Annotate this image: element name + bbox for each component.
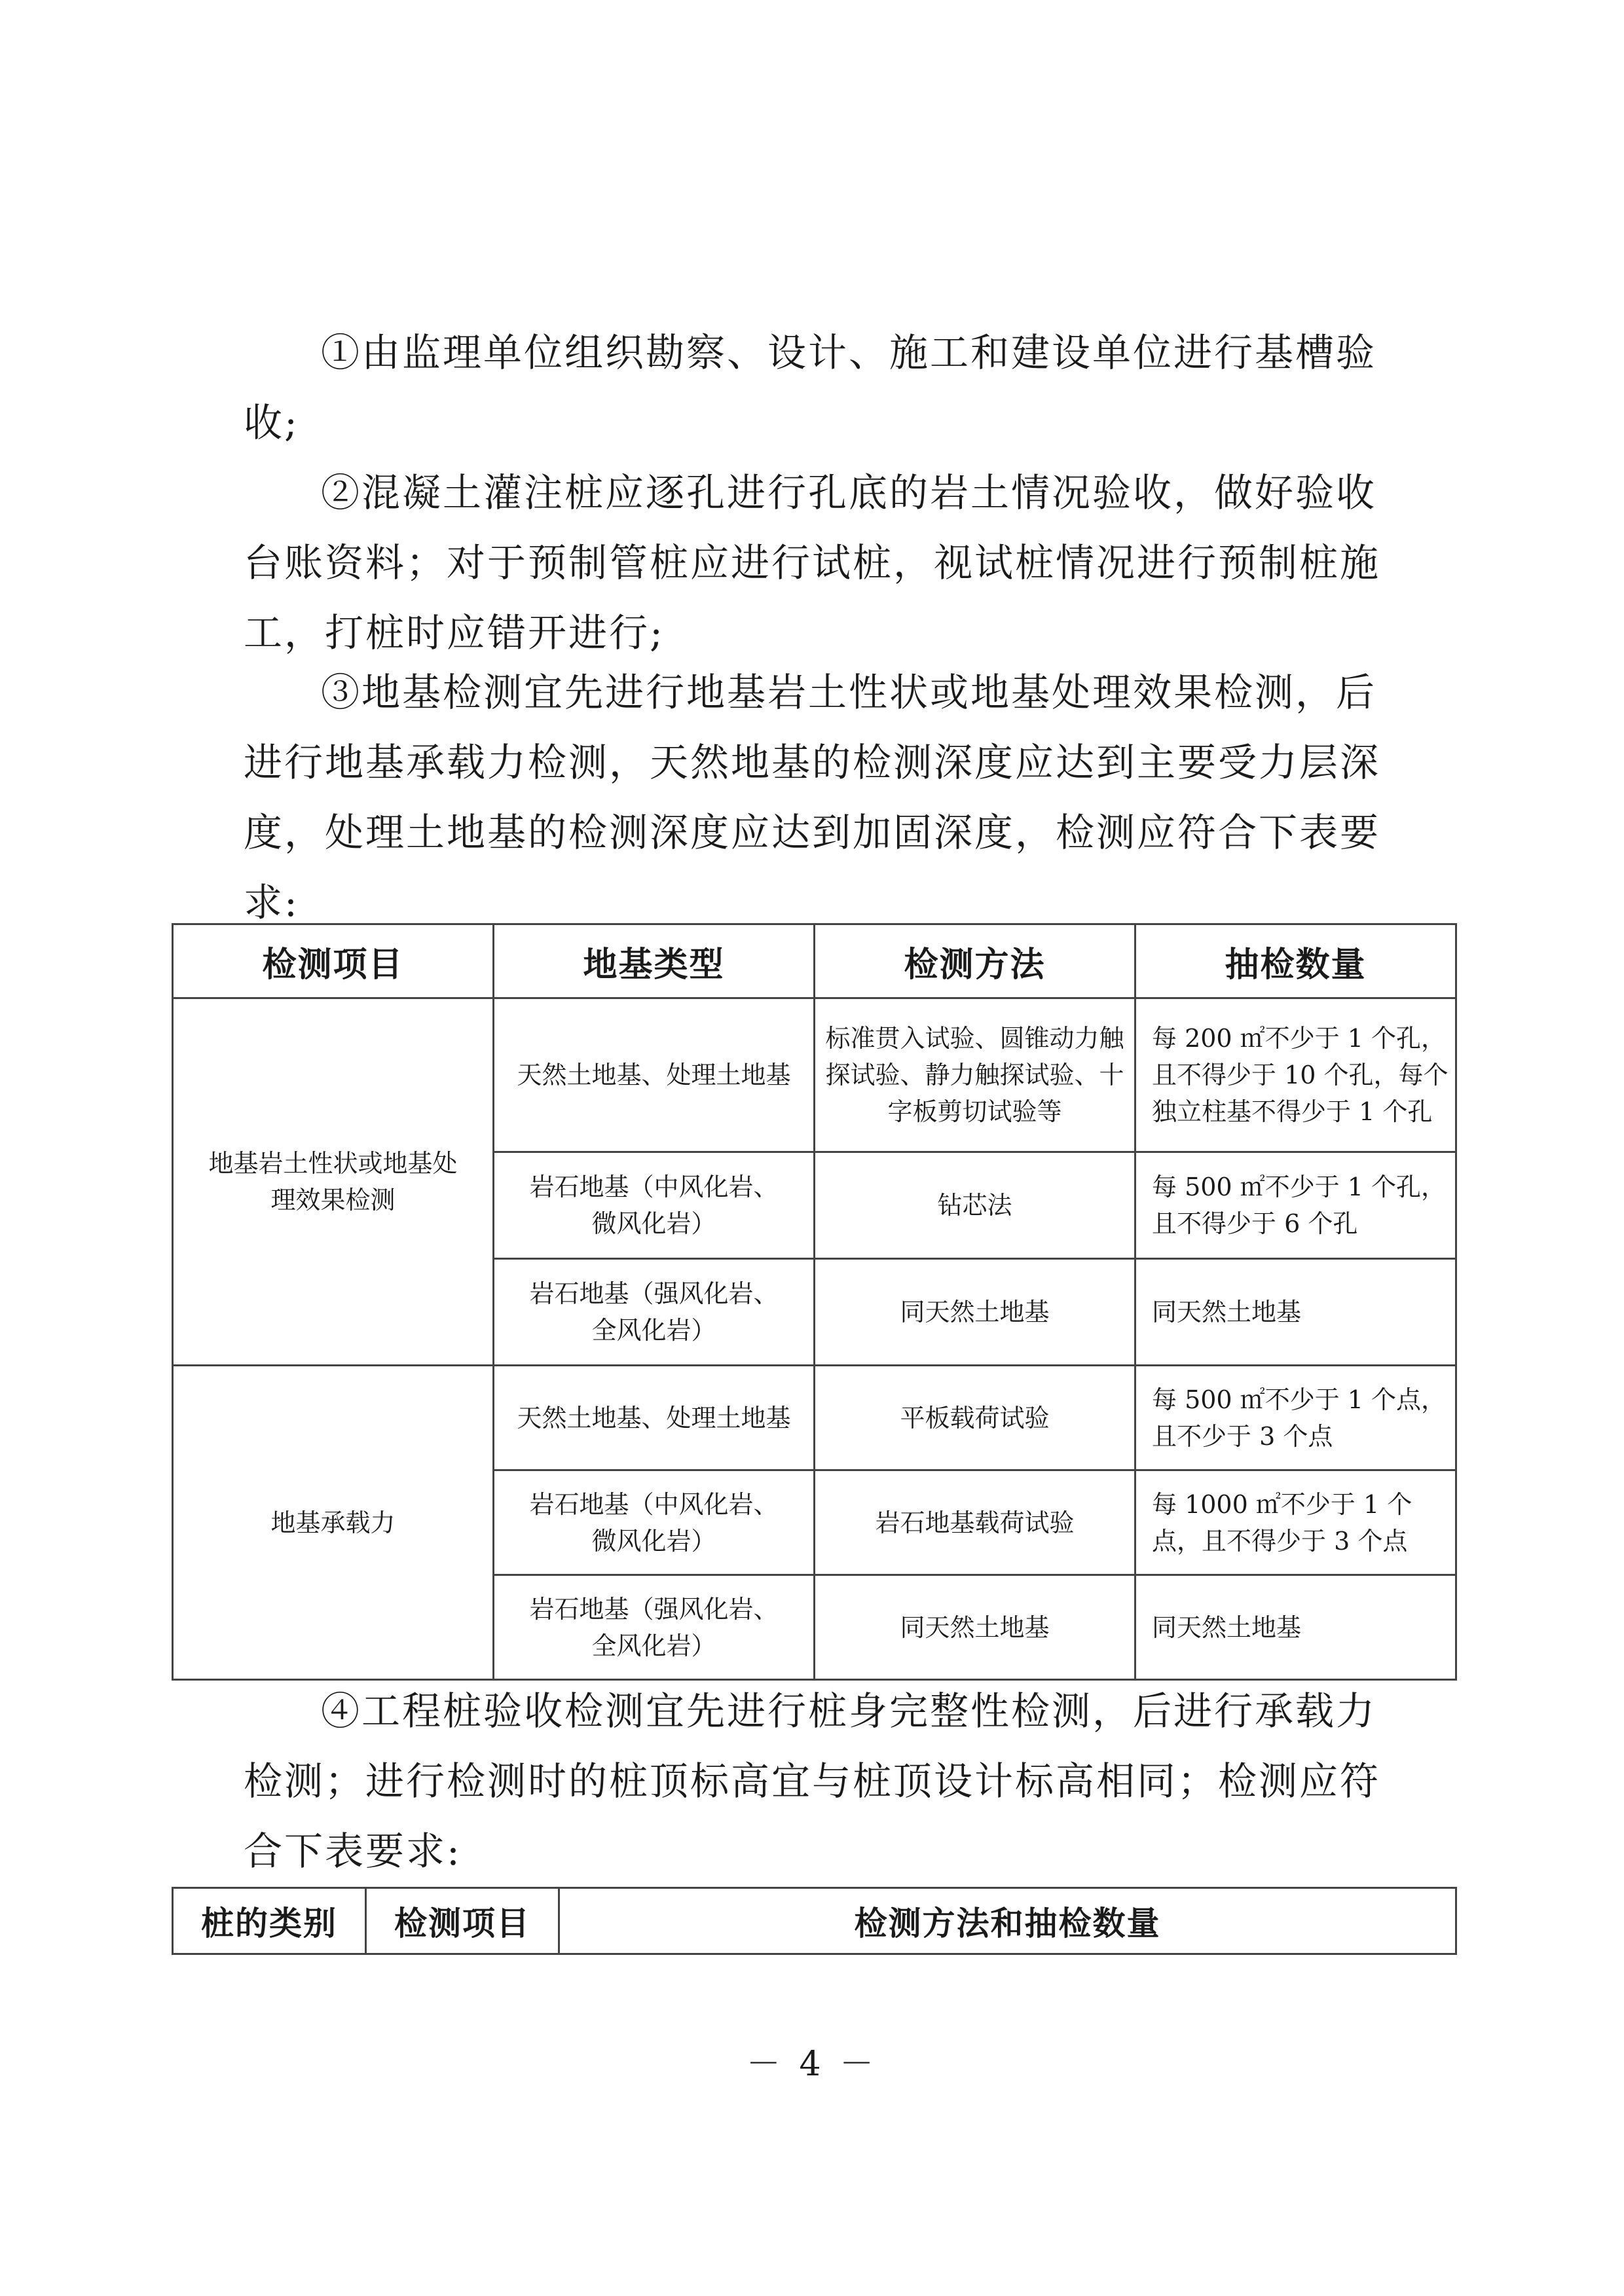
method-cell: 岩石地基载荷试验 <box>815 1470 1135 1575</box>
table-row <box>173 998 1456 1152</box>
paragraph-text: 台账资料；对于预制管桩应进行试桩，视试桩情况进行预制桩施 <box>244 540 1381 585</box>
column-header: 检测方法和抽检数量 <box>559 1888 1456 1954</box>
paragraph-text: 收; <box>244 400 299 445</box>
page-number: － 4 － <box>746 2045 878 2084</box>
paragraph-text: ④工程桩验收检测宜先进行桩身完整性检测，后进行承载力 <box>321 1688 1377 1734</box>
column-header: 检测项目 <box>173 924 494 998</box>
table-header-row <box>173 924 1456 998</box>
pile-inspection-table <box>172 1887 1457 1955</box>
column-header: 桩的类别 <box>173 1888 366 1954</box>
method-cell: 同天然土地基 <box>815 1259 1135 1366</box>
column-header: 地基类型 <box>494 924 815 998</box>
foundation-inspection-table <box>172 923 1457 1681</box>
paragraph-text: ②混凝土灌注桩应逐孔进行孔底的岩土情况验收，做好验收 <box>321 470 1377 515</box>
table-row <box>173 1366 1456 1470</box>
paragraph-3 <box>244 657 1390 938</box>
paragraph-text: 工，打桩时应错开进行; <box>244 610 665 655</box>
foundation-type-cell: 天然土地基、处理土地基 <box>494 998 815 1152</box>
column-header: 检测方法 <box>815 924 1135 998</box>
method-cell: 标准贯入试验、圆锥动力触探试验、静力触探试验、十字板剪切试验等 <box>815 998 1135 1152</box>
inspection-item-cell: 地基承载力 <box>173 1366 494 1680</box>
table-header-row <box>173 1888 1456 1954</box>
paragraph-text: ①由监理单位组织勘察、设计、施工和建设单位进行基槽验 <box>321 330 1377 375</box>
column-header: 检测项目 <box>366 1888 559 1954</box>
amount-cell: 同天然土地基 <box>1135 1575 1456 1680</box>
inspection-item-cell: 地基岩土性状或地基处理效果检测 <box>173 998 494 1366</box>
paragraph-text: 进行地基承载力检测，天然地基的检测深度应达到主要受力层深 <box>244 740 1381 785</box>
paragraph-text: 求: <box>244 880 299 925</box>
paragraph-text: 合下表要求: <box>244 1829 462 1874</box>
foundation-type-cell: 岩石地基（强风化岩、全风化岩） <box>494 1575 815 1680</box>
amount-cell: 同天然土地基 <box>1135 1259 1456 1366</box>
paragraph-4 <box>244 1676 1390 1886</box>
foundation-type-cell: 岩石地基（中风化岩、微风化岩） <box>494 1470 815 1575</box>
paragraph-text: 检测；进行检测时的桩顶标高宜与桩顶设计标高相同；检测应符 <box>244 1758 1381 1804</box>
paragraph-text: ③地基检测宜先进行地基岩土性状或地基处理效果检测，后 <box>321 670 1377 715</box>
foundation-type-cell: 岩石地基（中风化岩、微风化岩） <box>494 1152 815 1259</box>
method-cell: 平板载荷试验 <box>815 1366 1135 1470</box>
amount-cell: 每 1000 ㎡不少于 1 个点，且不得少于 3 个点 <box>1135 1470 1456 1575</box>
paragraph-2 <box>244 458 1390 668</box>
paragraph-1 <box>244 318 1390 458</box>
method-cell: 同天然土地基 <box>815 1575 1135 1680</box>
foundation-type-cell: 岩石地基（强风化岩、全风化岩） <box>494 1259 815 1366</box>
amount-cell: 每 500 ㎡不少于 1 个孔，且不得少于 6 个孔 <box>1135 1152 1456 1259</box>
foundation-type-cell: 天然土地基、处理土地基 <box>494 1366 815 1470</box>
method-cell: 钻芯法 <box>815 1152 1135 1259</box>
paragraph-text: 度，处理土地基的检测深度应达到加固深度，检测应符合下表要 <box>244 810 1381 855</box>
amount-cell: 每 200 ㎡不少于 1 个孔，且不得少于 10 个孔，每个独立柱基不得少于 1 个孔 <box>1135 998 1456 1152</box>
amount-cell: 每 500 ㎡不少于 1 个点，且不少于 3 个点 <box>1135 1366 1456 1470</box>
column-header: 抽检数量 <box>1135 924 1456 998</box>
